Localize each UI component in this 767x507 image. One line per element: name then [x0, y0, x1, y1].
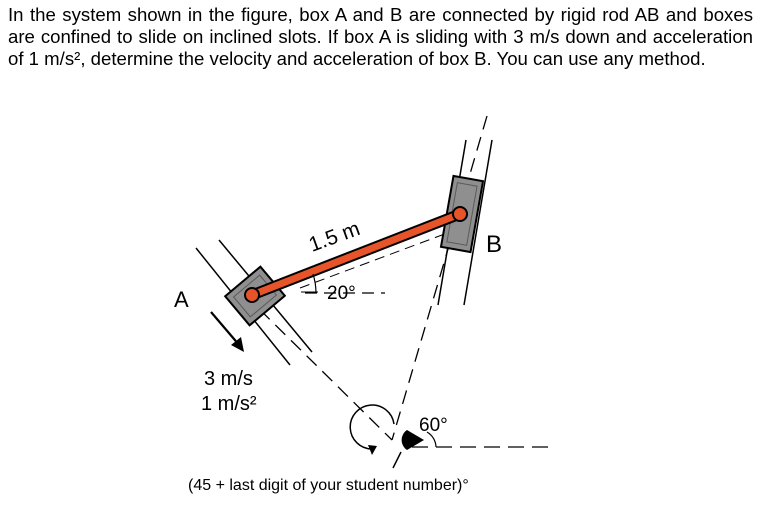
pivot-icon	[350, 405, 424, 468]
slot-a-centerline	[244, 294, 392, 440]
velocity-arrow-icon	[211, 312, 244, 352]
slot-b-centerline	[392, 116, 487, 440]
acceleration-label: 1 m/s²	[201, 393, 257, 415]
problem-statement: In the system shown in the figure, box A and B are connected by rigid rod AB and boxes are confined to slide on inclined slots. If box A is sliding with 3 m/s down and acceleration of 1 m/s², determine the velocity and acceleration of box B. You can use any method.	[8, 4, 753, 69]
angle-note-label: (45 + last digit of your student number)°	[188, 477, 469, 494]
label-box-b: B	[486, 231, 503, 258]
angle-slot-label: 60°	[419, 415, 448, 436]
pin-a	[245, 288, 259, 302]
angle-rod-label: 20°	[327, 283, 356, 304]
velocity-label: 3 m/s	[204, 368, 253, 390]
label-box-a: A	[174, 287, 189, 312]
pin-b	[453, 207, 467, 221]
angle-arc-20	[313, 274, 316, 293]
rod-length-label: 1.5 m	[305, 217, 364, 257]
